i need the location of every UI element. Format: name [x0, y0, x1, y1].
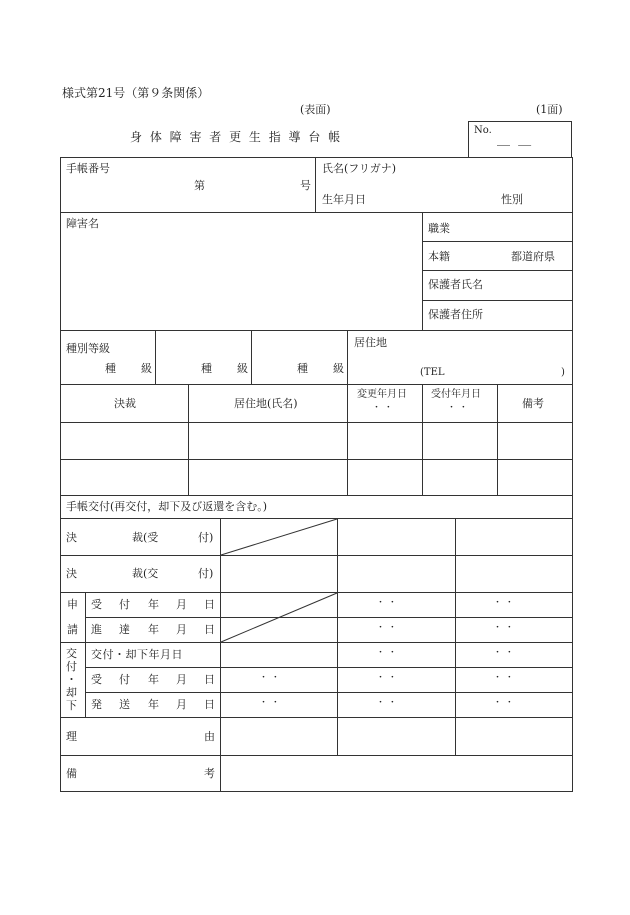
domicile-label: 本籍 [428, 250, 450, 263]
page-label: (1面) [536, 103, 563, 116]
birthdate-label: 生年月日 [322, 193, 366, 206]
receipt2-c4: 月 [176, 673, 187, 686]
dispatch-c2: 送 [119, 698, 130, 711]
date-dots: ・ ・ [259, 673, 280, 683]
reason-left: 理 [66, 730, 77, 743]
receipt-c3: 年 [148, 598, 159, 611]
issue-reject-date-label: 交付・却下年月日 [91, 648, 183, 661]
issuance-label: 手帳交付(再交付，却下及び返還を含む。) [66, 500, 268, 513]
receipt-c5: 日 [204, 598, 215, 611]
remarks-left: 備 [66, 767, 77, 780]
decision-receipt-mid: 裁(受 [132, 531, 159, 544]
dispatch-c1: 発 [91, 698, 102, 711]
disability-name-label: 障害名 [66, 217, 99, 230]
tel-close: ) [561, 367, 565, 378]
grade-2-kyu: 級 [237, 362, 248, 375]
grade-1-shu: 種 [105, 362, 116, 375]
col-remarks: 備考 [522, 397, 544, 410]
date-dots: ・ ・ [493, 623, 514, 633]
gender-label: 性別 [501, 193, 523, 206]
application-char-1: 申 [67, 598, 78, 611]
date-dots: ・ ・ [493, 698, 514, 708]
decision-issue-mid: 裁(交 [132, 567, 159, 580]
handbook-go: 号 [300, 179, 311, 192]
receipt-c1: 受 [91, 598, 102, 611]
page-title: 身 体 障 害 者 更 生 指 導 台 帳 [130, 130, 343, 144]
receipt2-c3: 年 [148, 673, 159, 686]
issue-reject-side-5: 下 [66, 699, 77, 712]
forward-c4: 月 [176, 623, 187, 636]
date-dots: ・ ・ [376, 598, 397, 608]
col-decision: 決裁 [114, 397, 136, 410]
decision-receipt-left: 決 [66, 531, 77, 544]
col-change-date: 変更年月日 [357, 389, 407, 400]
col-change-date-dots: ・ ・ [372, 403, 393, 413]
date-dots: ・ ・ [493, 598, 514, 608]
application-char-2: 請 [67, 623, 78, 636]
residence-label: 居住地 [354, 336, 387, 349]
prefecture-label: 都道府県 [511, 250, 555, 263]
dispatch-c5: 日 [204, 698, 215, 711]
number-blanks: ＿ ＿ [497, 133, 534, 148]
type-grade-label: 種別等級 [66, 342, 110, 355]
tel-label: (TEL [420, 367, 445, 378]
date-dots: ・ ・ [376, 623, 397, 633]
grade-1-kyu: 級 [141, 362, 152, 375]
receipt2-c5: 日 [204, 673, 215, 686]
date-dots: ・ ・ [376, 698, 397, 708]
reason-right: 由 [204, 730, 215, 743]
remarks-right: 考 [204, 767, 215, 780]
date-dots: ・ ・ [493, 673, 514, 683]
receipt-c2: 付 [119, 598, 130, 611]
dispatch-c4: 月 [176, 698, 187, 711]
date-dots: ・ ・ [376, 648, 397, 658]
grade-3-kyu: 級 [333, 362, 344, 375]
issue-reject-side-3: ・ [66, 673, 77, 686]
dispatch-c3: 年 [148, 698, 159, 711]
grade-3-shu: 種 [297, 362, 308, 375]
handbook-dai: 第 [194, 179, 205, 192]
guardian-address-label: 保護者住所 [428, 308, 483, 321]
forward-c1: 進 [91, 623, 102, 636]
number-label: No. [474, 125, 492, 136]
occupation-label: 職業 [428, 222, 450, 235]
date-dots: ・ ・ [376, 673, 397, 683]
date-dots: ・ ・ [259, 698, 280, 708]
forward-c2: 達 [119, 623, 130, 636]
guardian-name-label: 保護者氏名 [428, 278, 483, 291]
decision-issue-left: 決 [66, 567, 77, 580]
name-kana-label: 氏名(フリガナ) [322, 162, 397, 175]
forward-c5: 日 [204, 623, 215, 636]
col-receipt-date-dots: ・ ・ [447, 403, 468, 413]
date-dots: ・ ・ [493, 648, 514, 658]
handbook-number-label: 手帳番号 [66, 162, 110, 175]
forward-c3: 年 [148, 623, 159, 636]
decision-receipt-right: 付) [198, 531, 214, 544]
side-label: (表面) [300, 103, 331, 116]
receipt2-c1: 受 [91, 673, 102, 686]
receipt-c4: 月 [176, 598, 187, 611]
issue-reject-side-1: 交 [66, 647, 77, 660]
decision-issue-right: 付) [198, 567, 214, 580]
issue-reject-side-2: 付 [66, 660, 77, 673]
form-number: 様式第21号（第９条関係） [62, 86, 210, 100]
receipt2-c2: 付 [119, 673, 130, 686]
issue-reject-side-4: 却 [66, 686, 77, 699]
col-receipt-date: 受付年月日 [431, 389, 481, 400]
col-residence-name: 居住地(氏名) [234, 397, 298, 410]
grade-2-shu: 種 [201, 362, 212, 375]
